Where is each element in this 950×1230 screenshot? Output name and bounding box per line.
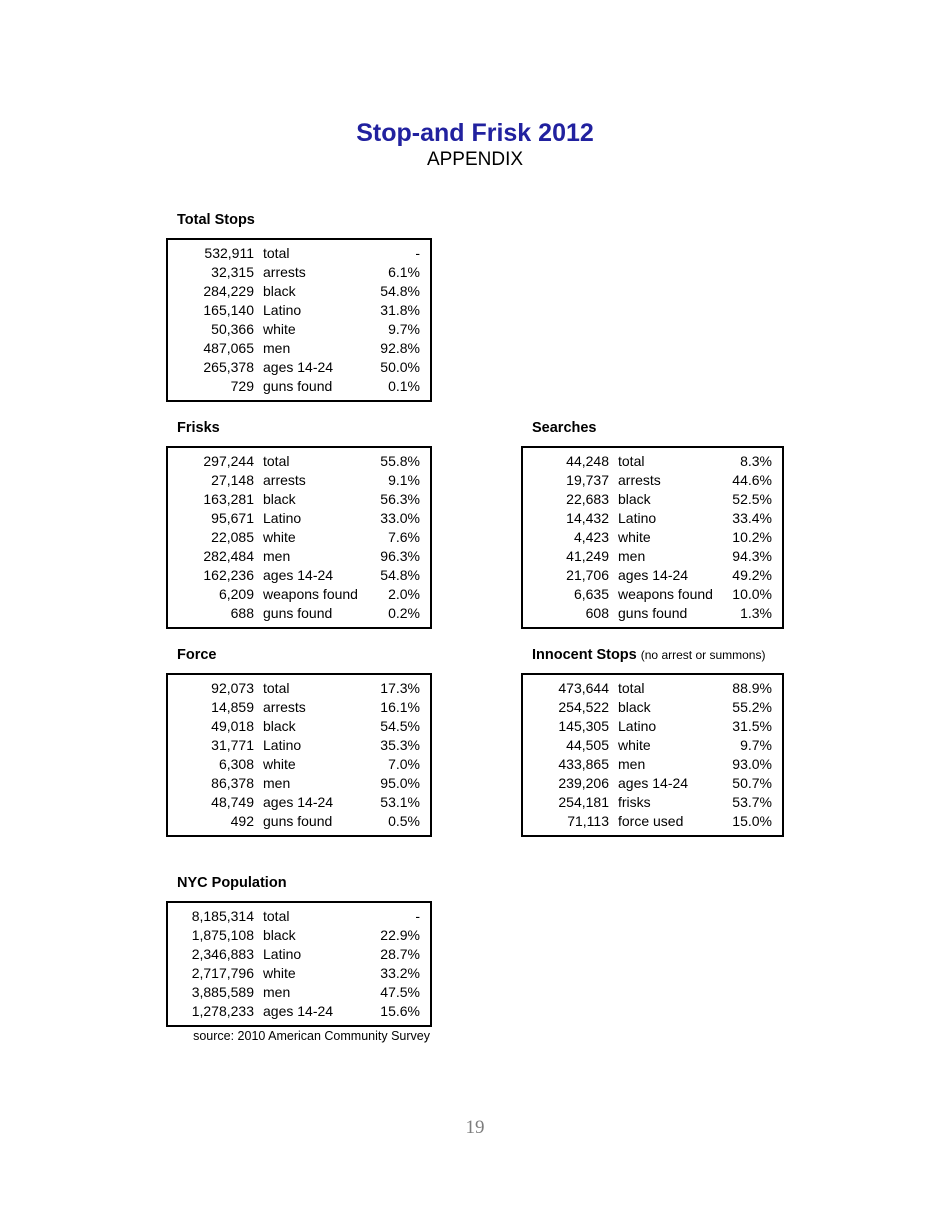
table-row [168, 736, 420, 755]
row-label: arrests [263, 699, 306, 715]
row-count: 282,484 [203, 548, 254, 564]
table-row [523, 509, 772, 528]
table-heading-searches [521, 420, 784, 436]
table-heading-frisks [166, 420, 432, 436]
table-total-stops [166, 238, 432, 402]
row-label: white [263, 321, 296, 337]
row-count: 71,113 [567, 813, 609, 829]
table-row [168, 339, 420, 358]
row-count: 6,308 [218, 756, 254, 772]
table-row [168, 926, 420, 945]
row-count: 1,278,233 [191, 1003, 254, 1019]
row-label: Latino [263, 510, 302, 526]
row-label: ages 14-24 [263, 1003, 334, 1019]
table-heading-label: Total Stops [177, 212, 255, 228]
row-percent: 8.3% [740, 453, 772, 469]
row-percent: 10.0% [732, 586, 772, 602]
row-label: guns found [618, 605, 688, 621]
row-label: total [263, 908, 290, 924]
row-count: 492 [230, 813, 254, 829]
table-row [523, 812, 772, 831]
row-percent: 53.1% [380, 794, 420, 810]
row-percent: 47.5% [380, 984, 420, 1000]
row-count: 729 [230, 378, 254, 394]
table-force [166, 673, 432, 837]
row-label: men [618, 548, 646, 564]
row-percent: 7.0% [388, 756, 420, 772]
table-row [523, 717, 772, 736]
row-label: Latino [618, 510, 657, 526]
row-percent: 2.0% [388, 586, 420, 602]
row-label: Latino [263, 946, 302, 962]
row-count: 92,073 [211, 680, 254, 696]
row-count: 162,236 [203, 567, 254, 583]
row-count: 21,706 [566, 567, 609, 583]
row-count: 8,185,314 [191, 908, 254, 924]
table-row [168, 698, 420, 717]
row-percent: 52.5% [732, 491, 772, 507]
table-row [168, 282, 420, 301]
row-count: 50,366 [211, 321, 254, 337]
row-label: black [618, 699, 651, 715]
table-row [523, 566, 772, 585]
row-label: ages 14-24 [263, 359, 334, 375]
row-label: white [263, 756, 296, 772]
table-source-note: source: 2010 American Community Survey [193, 1029, 430, 1043]
row-count: 14,432 [566, 510, 609, 526]
table-heading-label: Innocent Stops [532, 647, 637, 663]
table-row [168, 964, 420, 983]
row-label: white [618, 529, 651, 545]
table-row [168, 566, 420, 585]
row-percent: 33.0% [380, 510, 420, 526]
table-row [168, 604, 420, 623]
row-label: ages 14-24 [618, 775, 689, 791]
row-percent: 92.8% [380, 340, 420, 356]
table-row [168, 301, 420, 320]
row-count: 6,635 [573, 586, 609, 602]
row-percent: 54.8% [380, 283, 420, 299]
row-percent: 96.3% [380, 548, 420, 564]
row-label: ages 14-24 [618, 567, 689, 583]
row-label: white [263, 529, 296, 545]
row-percent: 7.6% [388, 529, 420, 545]
row-percent: - [415, 245, 420, 261]
row-percent: 16.1% [380, 699, 420, 715]
row-count: 1,875,108 [191, 927, 254, 943]
table-row [168, 793, 420, 812]
row-count: 48,749 [211, 794, 254, 810]
row-label: arrests [263, 472, 306, 488]
document-title: Stop-and Frisk 2012 [356, 119, 594, 147]
row-label: guns found [263, 813, 333, 829]
row-count: 44,248 [566, 453, 609, 469]
table-row [168, 263, 420, 282]
row-percent: 15.6% [380, 1003, 420, 1019]
table-innocent-stops [521, 673, 784, 837]
table-row [168, 471, 420, 490]
row-label: arrests [263, 264, 306, 280]
table-row [168, 717, 420, 736]
table-heading-nyc-population [166, 875, 432, 891]
row-label: white [263, 965, 296, 981]
row-percent: 31.8% [380, 302, 420, 318]
table-row [168, 320, 420, 339]
row-count: 487,065 [203, 340, 254, 356]
row-label: force used [618, 813, 684, 829]
row-count: 433,865 [558, 756, 609, 772]
row-percent: 44.6% [732, 472, 772, 488]
row-label: black [263, 718, 296, 734]
row-label: white [618, 737, 651, 753]
row-count: 19,737 [566, 472, 609, 488]
table-heading-label: Frisks [177, 420, 220, 436]
table-row [523, 585, 772, 604]
row-count: 27,148 [211, 472, 254, 488]
table-row [523, 679, 772, 698]
row-count: 6,209 [218, 586, 254, 602]
row-label: weapons found [263, 586, 358, 602]
row-label: guns found [263, 378, 333, 394]
table-row [168, 358, 420, 377]
table-row [523, 774, 772, 793]
table-row [523, 736, 772, 755]
row-percent: 33.4% [732, 510, 772, 526]
row-count: 297,244 [203, 453, 254, 469]
row-count: 49,018 [211, 718, 254, 734]
row-count: 95,671 [211, 510, 254, 526]
row-label: black [263, 927, 296, 943]
table-row [168, 452, 420, 471]
row-percent: 28.7% [380, 946, 420, 962]
row-count: 86,378 [211, 775, 254, 791]
table-row [168, 547, 420, 566]
row-count: 532,911 [204, 245, 254, 261]
row-label: men [263, 984, 291, 1000]
row-label: total [263, 680, 290, 696]
row-count: 31,771 [211, 737, 254, 753]
table-searches [521, 446, 784, 629]
row-percent: 55.2% [732, 699, 772, 715]
table-row [168, 812, 420, 831]
row-count: 145,305 [558, 718, 609, 734]
row-count: 32,315 [211, 264, 254, 280]
row-percent: 9.7% [388, 321, 420, 337]
table-row [168, 1002, 420, 1021]
row-count: 14,859 [211, 699, 254, 715]
row-percent: 54.5% [380, 718, 420, 734]
row-count: 2,346,883 [191, 946, 254, 962]
row-percent: 1.3% [740, 605, 772, 621]
row-label: weapons found [618, 586, 713, 602]
row-label: frisks [618, 794, 651, 810]
row-percent: 33.2% [380, 965, 420, 981]
section-searches [521, 420, 784, 629]
table-row [523, 452, 772, 471]
row-percent: 35.3% [380, 737, 420, 753]
row-percent: 17.3% [380, 680, 420, 696]
table-row [523, 698, 772, 717]
row-label: men [263, 548, 291, 564]
row-label: total [263, 453, 290, 469]
section-force [166, 647, 432, 837]
table-row [168, 244, 420, 263]
section-innocent-stops [521, 647, 784, 837]
page-number: 19 [465, 1117, 485, 1138]
row-label: men [263, 340, 291, 356]
table-row [168, 377, 420, 396]
row-label: total [618, 453, 645, 469]
row-count: 239,206 [558, 775, 609, 791]
table-row [168, 755, 420, 774]
row-percent: 54.8% [380, 567, 420, 583]
row-label: Latino [263, 302, 302, 318]
row-percent: 95.0% [380, 775, 420, 791]
row-label: men [618, 756, 646, 772]
row-count: 254,522 [558, 699, 609, 715]
table-frisks [166, 446, 432, 629]
row-percent: 9.7% [740, 737, 772, 753]
row-count: 22,683 [566, 491, 609, 507]
table-row [168, 490, 420, 509]
row-count: 44,505 [566, 737, 609, 753]
document-subtitle: APPENDIX [426, 149, 524, 170]
row-percent: 50.7% [732, 775, 772, 791]
table-row [168, 983, 420, 1002]
row-percent: 10.2% [732, 529, 772, 545]
table-nyc-population [166, 901, 432, 1027]
section-total-stops [166, 212, 432, 402]
row-count: 41,249 [566, 548, 609, 564]
table-heading-total-stops [166, 212, 432, 228]
table-row [168, 907, 420, 926]
table-heading-label: Force [177, 647, 217, 663]
table-heading-innocent-stops [521, 647, 784, 663]
row-label: black [618, 491, 651, 507]
row-count: 608 [585, 605, 609, 621]
row-count: 265,378 [203, 359, 254, 375]
table-row [168, 509, 420, 528]
row-count: 22,085 [211, 529, 254, 545]
row-percent: 0.5% [388, 813, 420, 829]
row-percent: 50.0% [380, 359, 420, 375]
row-percent: 94.3% [732, 548, 772, 564]
table-row [523, 793, 772, 812]
row-count: 284,229 [203, 283, 254, 299]
row-label: Latino [263, 737, 302, 753]
row-label: total [618, 680, 645, 696]
row-percent: 31.5% [732, 718, 772, 734]
section-frisks [166, 420, 432, 629]
row-percent: 55.8% [380, 453, 420, 469]
row-percent: 6.1% [388, 264, 420, 280]
row-label: arrests [618, 472, 661, 488]
row-percent: 15.0% [732, 813, 772, 829]
row-percent: 56.3% [380, 491, 420, 507]
row-count: 4,423 [573, 529, 609, 545]
table-heading-force [166, 647, 432, 663]
row-percent: 93.0% [732, 756, 772, 772]
row-label: black [263, 283, 296, 299]
table-row [168, 528, 420, 547]
table-row [523, 471, 772, 490]
table-row [168, 774, 420, 793]
row-count: 3,885,589 [191, 984, 254, 1000]
row-label: Latino [618, 718, 657, 734]
row-label: guns found [263, 605, 333, 621]
row-count: 165,140 [203, 302, 254, 318]
row-percent: - [415, 908, 420, 924]
row-label: ages 14-24 [263, 794, 334, 810]
table-heading-note: (no arrest or summons) [640, 648, 766, 662]
row-percent: 22.9% [380, 927, 420, 943]
row-label: men [263, 775, 291, 791]
row-percent: 53.7% [732, 794, 772, 810]
table-row [523, 490, 772, 509]
row-percent: 0.1% [388, 378, 420, 394]
row-label: ages 14-24 [263, 567, 334, 583]
row-percent: 88.9% [732, 680, 772, 696]
table-row [168, 585, 420, 604]
table-heading-label: NYC Population [177, 875, 287, 891]
row-percent: 49.2% [732, 567, 772, 583]
table-row [523, 604, 772, 623]
table-heading-label: Searches [532, 420, 597, 436]
row-count: 688 [230, 605, 254, 621]
table-row [523, 755, 772, 774]
row-count: 254,181 [558, 794, 609, 810]
row-label: black [263, 491, 296, 507]
row-count: 2,717,796 [191, 965, 254, 981]
table-row [523, 547, 772, 566]
row-percent: 0.2% [388, 605, 420, 621]
row-count: 473,644 [558, 680, 609, 696]
table-row [168, 679, 420, 698]
row-percent: 9.1% [388, 472, 420, 488]
section-nyc-population [166, 875, 432, 1044]
table-row [168, 945, 420, 964]
table-row [523, 528, 772, 547]
row-label: total [263, 245, 290, 261]
row-count: 163,281 [203, 491, 254, 507]
